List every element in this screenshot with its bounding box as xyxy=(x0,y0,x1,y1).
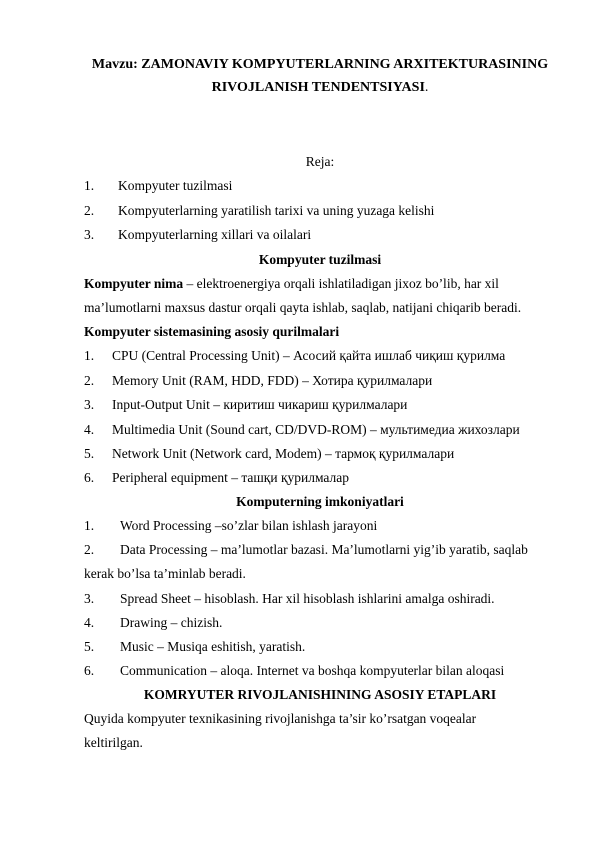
topic-title-text-1: ZAMONAVIY KOMPYUTERLARNING ARXITEKTURASINING xyxy=(141,57,549,72)
topic-title-period: . xyxy=(424,80,429,95)
devices-heading: Kompyuter sistemasining asosiy qurilmalari xyxy=(84,324,340,339)
device-item: 3. Input-Output Unit – киритиш чикариш қурилмалари xyxy=(84,397,408,412)
device-item: 6. Peripheral equipment – ташқи қурилмалар xyxy=(84,470,350,485)
capability-item-continuation: kerak bo’lsa ta’minlab beradi. xyxy=(84,566,246,581)
capability-item: 4. Drawing – chizish. xyxy=(84,615,223,630)
topic-title-line2 xyxy=(60,78,580,98)
topic-title-line1 xyxy=(60,55,580,75)
topic-prefix: Mavzu: xyxy=(91,57,142,72)
definition-term: Kompyuter nima xyxy=(84,276,184,291)
section-heading-capabilities: Komputerning imkoniyatlari xyxy=(236,494,404,509)
plan-item: 1. Kompyuter tuzilmasi xyxy=(84,178,233,193)
plan-item: 3. Kompyuterlarning xillari va oilalari xyxy=(84,227,312,242)
capability-item: 2. Data Processing – ma’lumotlar bazasi. Ma’lumotlarni yig’ib yaratib, saqlab xyxy=(84,542,528,557)
definition-line-1: Kompyuter nima – elektroenergiya orqali ishlatiladigan jixoz bo’lib, har xil xyxy=(84,276,499,291)
capability-item: 3. Spread Sheet – hisoblash. Har xil hisoblash ishlarini amalga oshiradi. xyxy=(84,591,495,606)
capability-item: 5. Music – Musiqa eshitish, yaratish. xyxy=(84,639,306,654)
plan-item: 2. Kompyuterlarning yaratilish tarixi va uning yuzaga kelishi xyxy=(84,203,435,218)
definition-line-2: ma’lumotlarni maxsus dastur orqali qayta ishlab, saqlab, natijani chiqarib beradi. xyxy=(84,300,522,315)
device-item: 5. Network Unit (Network card, Modem) – тармоқ қурилмалари xyxy=(84,446,455,461)
paragraph-line-2: keltirilgan. xyxy=(84,735,143,750)
capability-item: 6. Communication – aloqa. Internet va boshqa kompyuterlar bilan aloqasi xyxy=(84,663,505,678)
device-item: 1. CPU (Central Processing Unit) – Асосий қайта ишлаб чиқиш қурилма xyxy=(84,348,506,363)
device-item: 4. Multimedia Unit (Sound cart, CD/DVD-ROM) – мультимедиа жихозлари xyxy=(84,422,520,437)
section-heading-stages: KOMRYUTER RIVOJLANISHINING ASOSIY ETAPLARI xyxy=(143,687,497,702)
plan-heading: Reja: xyxy=(305,154,335,169)
topic-title-text-2: RIVOJLANISH TENDENTSIYASI xyxy=(211,80,425,95)
capability-item: 1. Word Processing –so’zlar bilan ishlash jarayoni xyxy=(84,518,378,533)
section-heading-structure: Kompyuter tuzilmasi xyxy=(258,252,382,267)
device-item: 2. Memory Unit (RAM, HDD, FDD) – Хотира қурилмалари xyxy=(84,373,433,388)
paragraph-line-1: Quyida kompyuter texnikasining rivojlanishga ta’sir ko’rsatgan voqealar xyxy=(84,711,477,726)
